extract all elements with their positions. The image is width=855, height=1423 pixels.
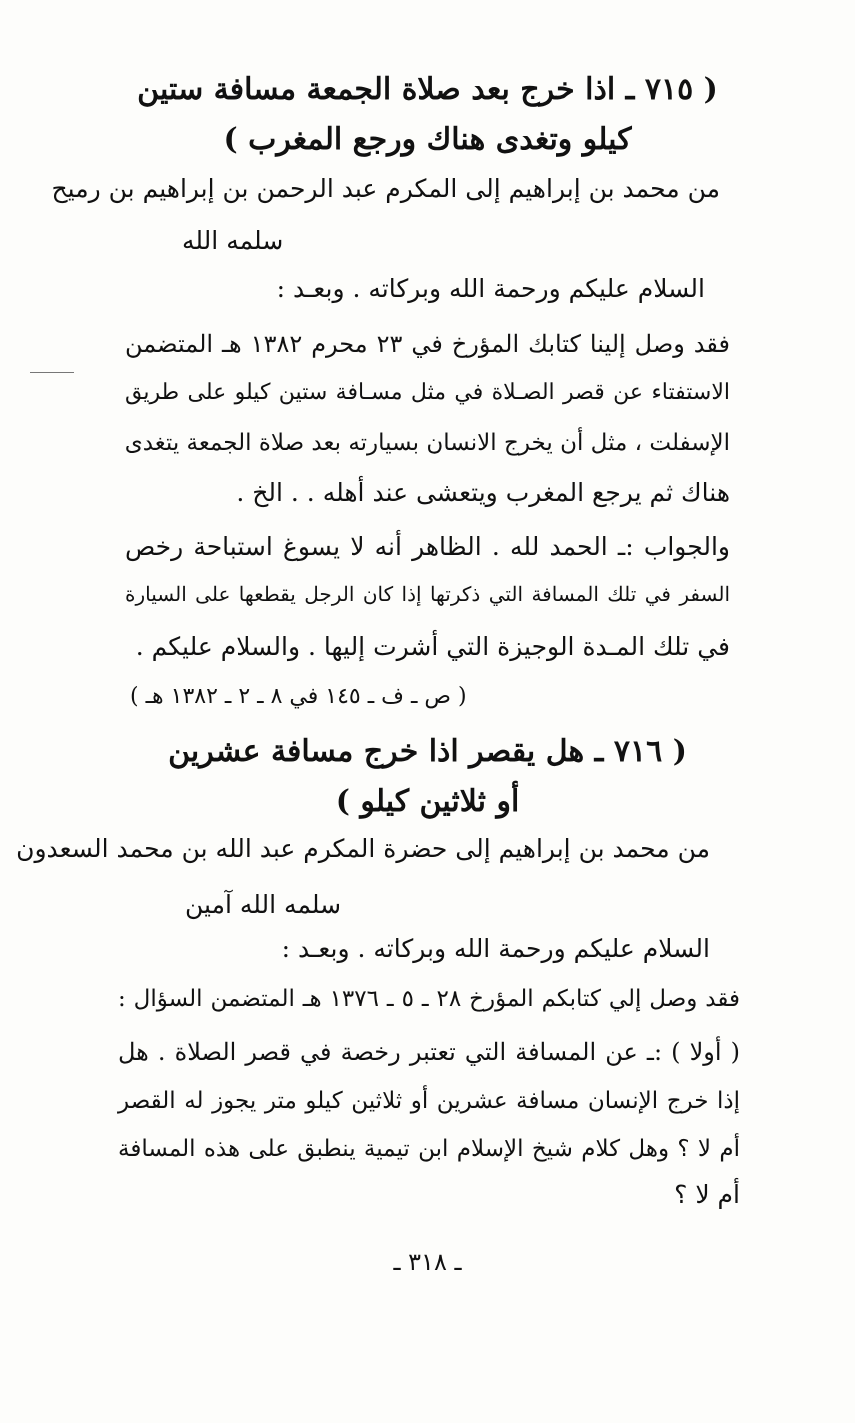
q715-heading-line2: كيلو وتغدى هناك ورجع المغرب ) [223,122,632,157]
q716-body-line: أم لا ؟ [674,1180,740,1209]
margin-mark [30,372,74,373]
q715-salutation: سلمه الله [182,226,284,255]
q716-body-line: فقد وصل إلي كتابكم المؤرخ ٢٨ ـ ٥ ـ ١٣٧٦ هـ المتضمن السؤال : [118,986,740,1012]
q715-body-line: الإسفلت ، مثل أن يخرج الانسان بسيارته بعد صلاة الجمعة يتغدى [124,430,730,456]
q716-heading-line2: أو ثلاثين كيلو ) [335,784,520,819]
q716-salutation: سلمه الله آمين [185,890,342,919]
q716-from-line: من محمد بن إبراهيم إلى حضرة المكرم عبد الله بن محمد السعدون [16,834,710,863]
q716-heading-line1: ( ٧١٦ ـ هل يقصر اذا خرج مسافة عشرين [168,734,687,769]
q715-greeting: السلام عليكم ورحمة الله وبركاته . وبعـد : [276,274,705,303]
q715-answer-line: السفر في تلك المسافة التي ذكرتها إذا كان الرجل يقطعها على السيارة [125,582,730,606]
q715-body-line: هناك ثم يرجع المغرب ويتعشى عند أهله . . الخ . [236,478,730,507]
q716-body-line: إذا خرج الإنسان مسافة عشرين أو ثلاثين كيلو متر يجوز له القصر [118,1088,740,1114]
q716-greeting: السلام عليكم ورحمة الله وبركاته . وبعـد : [281,934,710,963]
q715-body-line: الاستفتاء عن قصر الصـلاة في مثل مسـافة ستين كيلو على طريق [125,380,730,405]
q715-reference: ( ص ـ ف ـ ١٤٥ في ٨ ـ ٢ ـ ١٣٨٢ هـ ) [130,684,467,709]
q716-body-line: أم لا ؟ وهل كلام شيخ الإسلام ابن تيمية ينطبق على هذه المسافة [118,1136,740,1162]
q715-answer-line: في تلك المـدة الوجيزة التي أشرت إليها . والسلام عليكم . [135,632,730,661]
q715-answer-line: والجواب :ـ الحمد لله . الظاهر أنه لا يسوغ استباحة رخص [125,532,730,561]
q715-heading-line1: ( ٧١٥ ـ اذا خرج بعد صلاة الجمعة مسافة ستين [137,72,718,107]
q715-body-line: فقد وصل إلينا كتابك المؤرخ في ٢٣ محرم ١٣٨٢ هـ المتضمن [125,330,730,358]
q715-from-line: من محمد بن إبراهيم إلى المكرم عبد الرحمن بن إبراهيم بن رميح [51,174,720,203]
page-number: ـ ٣١٨ ـ [393,1248,462,1276]
q716-body-line: ( أولا ) :ـ عن المسافة التي تعتبر رخصة في قصر الصلاة . هل [118,1038,740,1066]
